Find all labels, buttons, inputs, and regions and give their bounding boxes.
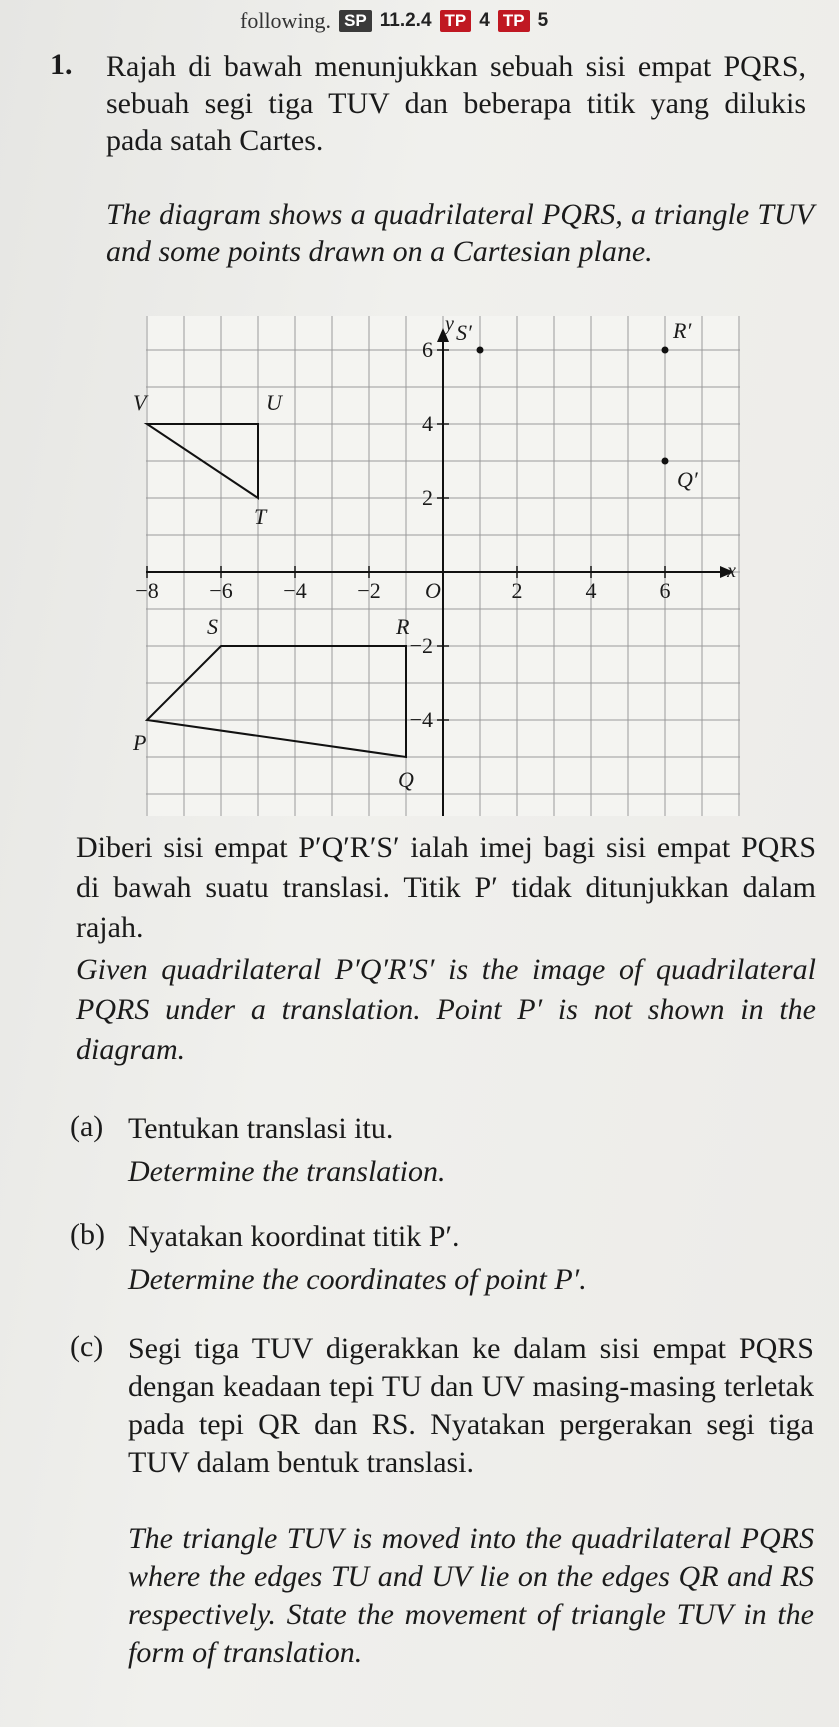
image-point-1 (477, 347, 484, 354)
english-given: Given quadrilateral P′Q′R′S′ is the image of quadrilateral PQRS under a translation. Point P′ is not shown in the diagram. (76, 953, 816, 1066)
x-tick-label: −6 (209, 578, 233, 603)
x-tick-label: 2 (511, 578, 523, 603)
sp-badge: SP (339, 10, 372, 32)
image-point-3 (662, 458, 669, 465)
image-point-label-3: Q′ (677, 467, 698, 492)
part-c-english: The triangle TUV is moved into the quadrilateral PQRS where the edges TU and UV lie on the edges QR and RS respectively. State the movement of triangle TUV in the form of translation. (128, 1522, 814, 1669)
tp-level-2: 5 (537, 10, 549, 31)
x-axis-label: x (727, 560, 736, 582)
part-b-english: Determine the coordinates of point P′. (128, 1263, 587, 1296)
tp-badge-1: TP (440, 10, 472, 32)
y-tick-label: −4 (409, 707, 433, 732)
english-intro: The diagram shows a quadrilateral PQRS, a triangle TUV and some points drawn on a Cartesian plane. (106, 198, 814, 268)
vertex-label-t: T (254, 504, 267, 529)
image-point-2 (662, 347, 669, 354)
x-tick-label: −8 (135, 578, 159, 603)
malay-given: Diberi sisi empat P′Q′R′S′ ialah imej bagi sisi empat PQRS di bawah suatu translasi. Titik P′ tidak ditunjukkan dalam rajah. (76, 831, 816, 944)
part-c-label: (c) (70, 1330, 104, 1363)
y-tick-label: −2 (409, 633, 433, 658)
part-a-malay: Tentukan translasi itu. (128, 1112, 394, 1145)
reference-header (240, 4, 548, 38)
part-c-malay: Segi tiga TUV digerakkan ke dalam sisi empat PQRS dengan keadaan tepi TU dan UV masing-masing terletak pada tepi QR dan RS. Nyatakan pergerakan segi tiga TUV dalam bentuk translasi. (128, 1332, 814, 1479)
y-axis-label: y (445, 313, 454, 335)
vertex-label-q: Q (398, 767, 414, 792)
vertex-label-s: S (207, 614, 218, 639)
x-tick-label: 6 (659, 578, 671, 603)
x-tick-label: −2 (357, 578, 381, 603)
y-tick-label: 6 (422, 337, 433, 362)
y-tick-label: 2 (422, 485, 433, 510)
malay-intro: Rajah di bawah menunjukkan sebuah sisi empat PQRS, sebuah segi tiga TUV dan beberapa titik yang dilukis pada satah Cartes. (106, 50, 806, 157)
cut-off-text: following. (240, 8, 332, 33)
sp-code: 11.2.4 (379, 10, 432, 31)
image-point-label-2: R′ (673, 318, 692, 343)
vertex-label-u: U (266, 390, 282, 415)
question-number: 1. (50, 48, 73, 81)
y-tick-label: 4 (422, 411, 433, 436)
cartesian-plane-svg (133, 313, 740, 816)
part-b-malay: Nyatakan koordinat titik P′. (128, 1220, 460, 1253)
part-a-label: (a) (70, 1110, 104, 1143)
x-tick-label: −4 (283, 578, 307, 603)
origin-label: O (425, 578, 441, 603)
vertex-label-v: V (133, 390, 147, 415)
x-tick-label: 4 (585, 578, 597, 603)
tp-badge-2: TP (498, 10, 530, 32)
vertex-label-r: R (396, 614, 410, 639)
part-b-label: (b) (70, 1218, 105, 1251)
part-a-english: Determine the translation. (128, 1155, 446, 1188)
image-point-label-1: S′ (456, 320, 472, 345)
tp-level-1: 4 (479, 10, 490, 31)
cartesian-diagram (133, 313, 740, 816)
vertex-label-p: P (133, 730, 147, 755)
